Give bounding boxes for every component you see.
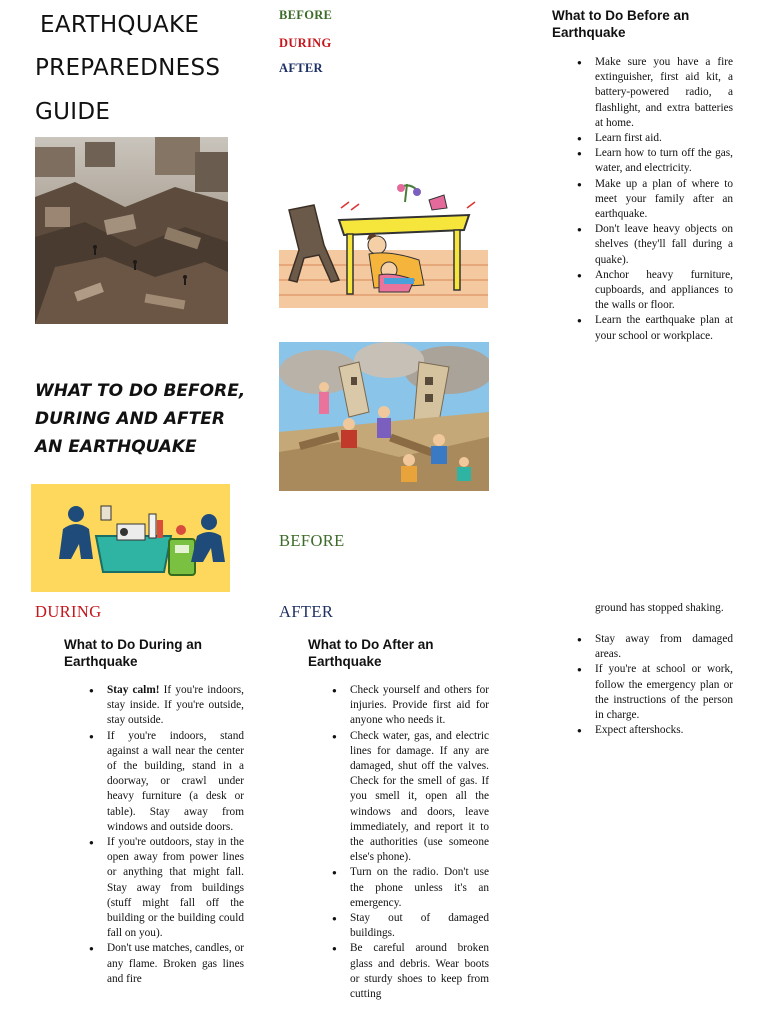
- list-item: ● If you're at school or work, follow the emergency plan or the instructions of the person in charge.: [595, 662, 733, 723]
- nav-before-link[interactable]: BEFORE: [279, 8, 333, 22]
- during-list: [107, 683, 244, 987]
- list-item: ● If you're indoors, stand against a wall near the center of the building, stand in a doorway, or crawl under heavy furniture (a desk or table). Stay away from windows and outside doors.: [107, 729, 244, 835]
- subtitle-line-2: DURING AND AFTER: [35, 409, 225, 429]
- subtitle-line-3: AN EARTHQUAKE: [35, 437, 197, 457]
- title-line-1: EARTHQUAKE: [40, 12, 200, 38]
- list-item: ● Anchor heavy furniture, cupboards, and appliances to the walls or floor.: [595, 268, 733, 314]
- title-line-2: PREPAREDNESS: [35, 55, 221, 81]
- list-item: ● Expect aftershocks.: [595, 723, 733, 738]
- nav-during-link[interactable]: DURING: [279, 36, 332, 50]
- during-column-title: What to Do During an Earthquake: [64, 637, 202, 669]
- title-line-3: GUIDE: [35, 99, 111, 125]
- during-section-heading: DURING: [35, 602, 102, 621]
- earthquake-rubble-photo: [35, 137, 228, 324]
- list-item: ● Learn the earthquake plan at your school or workplace.: [595, 313, 733, 343]
- list-item: ● If you're outdoors, stay in the open away from power lines or anything that might fall. Stay away from buildings (stuff might fall off the building or the building could fall on you).: [107, 835, 244, 941]
- after-column-title: What to Do After an Earthquake: [308, 637, 434, 669]
- list-item: ● Don't leave heavy objects on shelves (they'll fall during a quake).: [595, 222, 733, 268]
- subtitle-line-1: WHAT TO DO BEFORE,: [35, 381, 246, 401]
- take-cover-under-table-illustration: [279, 180, 488, 308]
- stay-calm-text: If you're indoors, stay inside. If you're outside, stay outside.: [107, 684, 245, 727]
- list-item: ● Turn on the radio. Don't use the phone unless it's an emergency.: [350, 865, 489, 911]
- continued-list: [595, 632, 733, 738]
- nav-after-link[interactable]: AFTER: [279, 61, 323, 75]
- emergency-kit-illustration: [31, 484, 230, 592]
- list-item: ● Don't use matches, candles, or any flame. Broken gas lines and fire: [107, 941, 244, 987]
- list-item: ● Learn first aid.: [595, 131, 733, 146]
- list-item: ● Be careful around broken glass and debris. Wear boots or sturdy shoes to keep from cutting: [350, 941, 489, 1002]
- before-section-heading: BEFORE: [279, 531, 345, 550]
- list-item: ● Make sure you have a fire extinguisher, first aid kit, a battery-powered radio, a flashlight, and extra batteries at home.: [595, 55, 733, 131]
- list-item: ● Stay out of damaged buildings.: [350, 911, 489, 941]
- after-list: [350, 683, 489, 1002]
- stay-calm-emphasis: Stay calm!: [107, 684, 160, 696]
- list-item: ● Make up a plan of where to meet your family after an earthquake.: [595, 177, 733, 223]
- building-collapse-illustration: [279, 342, 489, 491]
- after-section-heading: AFTER: [279, 602, 334, 621]
- list-item: ● Check water, gas, and electric lines for damage. If any are damaged, shut off the valves. Check for the smell of gas. If you smell it, open all the windows and doors, leave immediately, and report it to the authorities (use someone else's phone).: [350, 729, 489, 866]
- continued-text: ground has stopped shaking.: [595, 602, 724, 614]
- guide-subtitle: [35, 377, 250, 461]
- list-item: ● Stay away from damaged areas.: [595, 632, 733, 662]
- before-list: [595, 55, 733, 344]
- list-item: [107, 683, 244, 729]
- list-item: ● Learn how to turn off the gas, water, and electricity.: [595, 146, 733, 176]
- before-column-title: What to Do Before an Earthquake: [552, 8, 690, 40]
- list-item: ● Check yourself and others for injuries. Provide first aid for anyone who needs it.: [350, 683, 489, 729]
